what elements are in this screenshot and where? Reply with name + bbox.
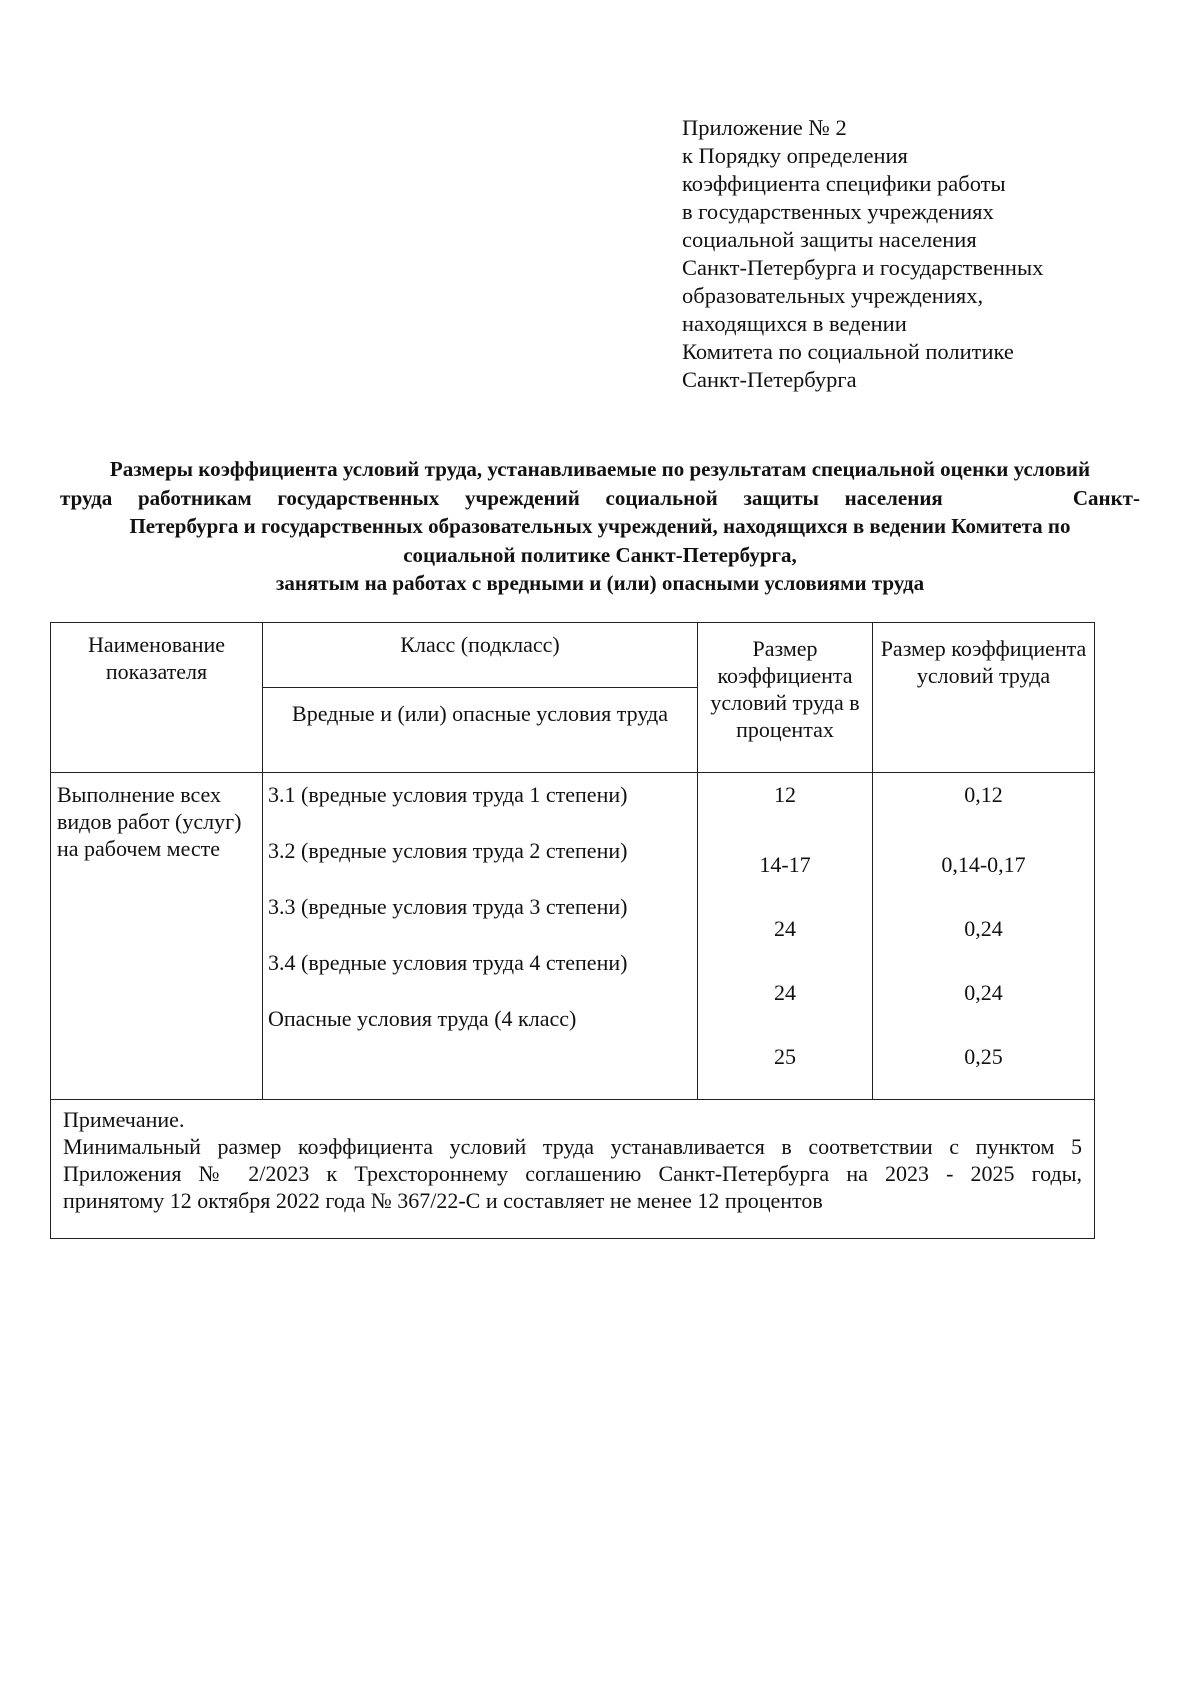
appendix-block [682, 114, 1043, 394]
class-item: 3.3 (вредные условия труда 3 степени) [268, 894, 628, 919]
class-item: 3.2 (вредные условия труда 2 степени) [268, 838, 628, 863]
header-coefficient: Размер коэффициента условий труда [873, 623, 1095, 773]
indicator-cell: Выполнение всех видов работ (услуг) на рабочем месте [51, 773, 263, 1100]
title-line: занятым на работах с вредными и (или) опасными условиями труда [275, 571, 925, 595]
appendix-line: Санкт-Петербурга [682, 367, 857, 392]
appendix-line: Приложение № 2 [682, 115, 847, 140]
note-line: Минимальный размер коэффициента условий труда устанавливается в соответствии с пунктом 5 [63, 1134, 1082, 1159]
document-title [60, 455, 1140, 598]
title-line-part: Санкт- [1072, 485, 1140, 510]
header-class: Класс (подкласс) [263, 623, 698, 688]
table-row [51, 773, 1095, 1100]
percent-item: 14-17 [759, 852, 811, 877]
header-indicator-name: Наименование показателя [51, 623, 263, 773]
percent-item: 25 [774, 1044, 796, 1069]
class-list [263, 781, 697, 1061]
title-line: социальной политике Санкт-Петербурга, [403, 542, 797, 567]
percent-item: 24 [774, 980, 796, 1005]
coefficient-item: 0,24 [964, 916, 1003, 941]
header-percent: Размер коэффициента условий труда в процентах [698, 623, 873, 773]
note-line: Приложения № 2/2023 к Трехстороннему соглашению Санкт-Петербурга на 2023 - 2025 годы, [63, 1161, 1082, 1186]
header-row [51, 623, 1095, 688]
coefficient-list [873, 773, 1094, 1099]
coefficient-item: 0,12 [964, 782, 1003, 807]
appendix-line: в государственных учреждениях [682, 199, 994, 224]
coefficient-table [50, 622, 1095, 1239]
appendix-line: образовательных учреждениях, [682, 283, 984, 308]
coefficient-cell [873, 773, 1095, 1100]
appendix-line: к Порядку определения [682, 143, 908, 168]
note-row [51, 1100, 1095, 1239]
appendix-line: находящихся в ведении [682, 311, 907, 336]
class-item: 3.4 (вредные условия труда 4 степени) [268, 950, 628, 975]
title-line: Размеры коэффициента условий труда, устанавливаемые по результатам специальной оценки условий [109, 457, 1091, 481]
appendix-line: Комитета по социальной политике [682, 339, 1014, 364]
note-label: Примечание. [63, 1107, 185, 1132]
title-line-part: труда работникам государственных учреждений социальной защиты населения [60, 485, 943, 510]
note-cell [51, 1100, 1095, 1239]
percent-list [698, 773, 872, 1099]
title-line: Петербурга и государственных образовательных учреждений, находящихся в ведении Комитета по [129, 514, 1071, 538]
class-item: Опасные условия труда (4 класс) [268, 1006, 577, 1031]
title-line [60, 484, 1140, 513]
class-cell [263, 773, 698, 1100]
coefficient-item: 0,14-0,17 [941, 852, 1026, 877]
percent-cell [698, 773, 873, 1100]
coefficient-item: 0,24 [964, 980, 1003, 1005]
percent-item: 12 [774, 782, 796, 807]
header-class-sub: Вредные и (или) опасные условия труда [263, 688, 698, 773]
appendix-line: коэффициента специфики работы [682, 171, 1006, 196]
appendix-line: социальной защиты населения [682, 227, 977, 252]
coefficient-item: 0,25 [964, 1044, 1003, 1069]
percent-item: 24 [774, 916, 796, 941]
note-line: принятому 12 октября 2022 года № 367/22-С и составляет не менее 12 процентов [63, 1188, 823, 1213]
class-item: 3.1 (вредные условия труда 1 степени) [268, 782, 628, 807]
appendix-line: Санкт-Петербурга и государственных [682, 255, 1044, 280]
